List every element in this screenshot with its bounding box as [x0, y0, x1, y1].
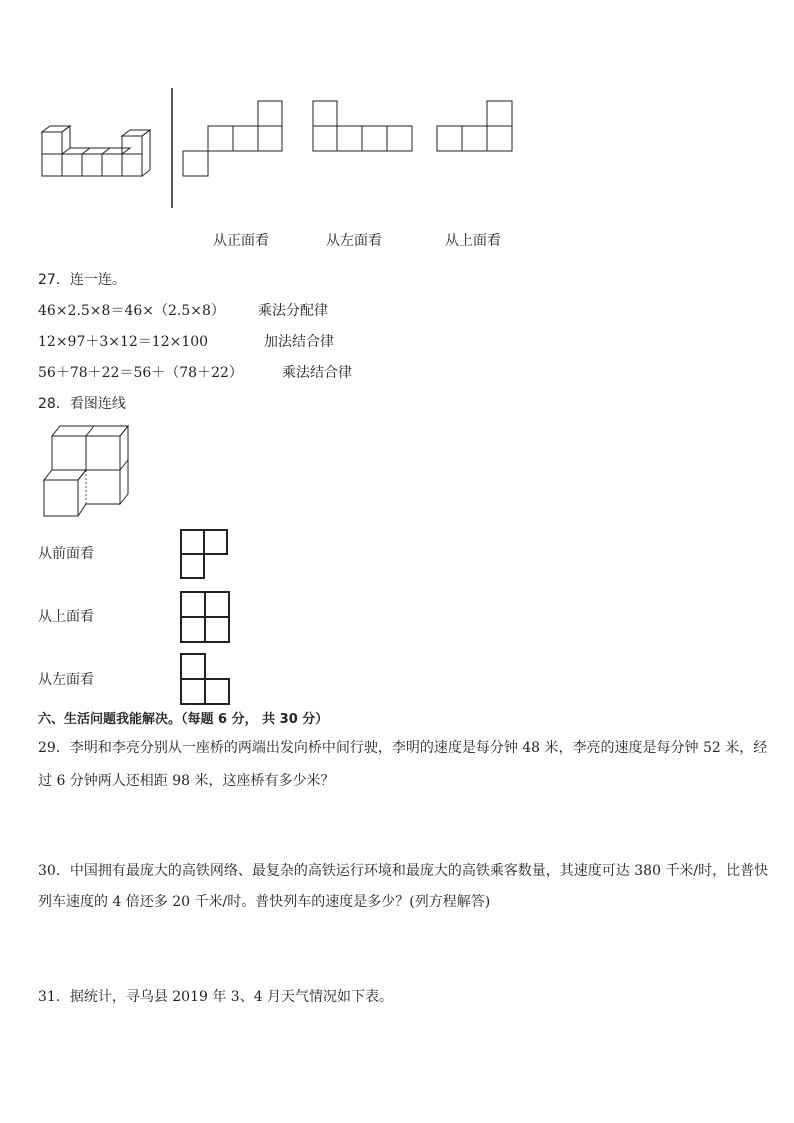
q31-line-1: 31．据统计，寻乌县 2019 年 3、4 月天气情况如下表。	[38, 989, 394, 1005]
q28-view-label-front: 从前面看	[38, 546, 94, 562]
q30-line-2: 列车速度的 4 倍还多 20 千米/时。普快列车的速度是多少？(列方程解答)	[38, 894, 491, 910]
q27-equation-3: 56＋78＋22＝56＋（78＋22）	[38, 365, 243, 381]
q28-view-option-3	[179, 652, 231, 706]
q28-view-label-left: 从左面看	[38, 672, 94, 688]
q26-view-option-2	[312, 100, 414, 154]
q26-solid-figure	[38, 122, 158, 182]
q27-title: 27．连一连。	[38, 272, 126, 288]
q28-view-label-top: 从上面看	[38, 609, 94, 625]
q28-solid-figure	[38, 422, 132, 520]
q26-view-label-front: 从正面看	[213, 233, 269, 249]
q27-law-3: 乘法结合律	[282, 365, 352, 381]
q26-divider-line	[170, 88, 174, 210]
q27-equation-2: 12×97＋3×12＝12×100	[38, 334, 209, 350]
section6-heading: 六、生活问题我能解决。（每题 6 分， 共 30 分）	[38, 712, 329, 727]
q28-title: 28．看图连线	[38, 396, 126, 412]
q26-view-label-left: 从左面看	[326, 233, 382, 249]
q29-line-1: 29．李明和李亮分别从一座桥的两端出发向桥中间行驶，李明的速度是每分钟 48 米，李亮的速度是每分钟 52 米，经	[38, 740, 768, 756]
q28-view-option-1	[179, 528, 229, 581]
q27-law-1: 乘法分配律	[258, 303, 328, 319]
q26-view-label-top: 从上面看	[445, 233, 501, 249]
q27-equation-1: 46×2.5×8＝46×（2.5×8）	[38, 303, 225, 319]
q26-view-option-3	[436, 100, 514, 154]
q26-view-option-1	[182, 100, 284, 178]
q30-line-1: 30．中国拥有最庞大的高铁网络、最复杂的高铁运行环境和最庞大的高铁乘客数量，其速度可达 380 千米/时，比普快	[38, 863, 769, 879]
q27-law-2: 加法结合律	[264, 334, 334, 350]
q29-line-2: 过 6 分钟两人还相距 98 米，这座桥有多少米？	[38, 773, 335, 789]
q28-view-option-2	[179, 590, 231, 644]
